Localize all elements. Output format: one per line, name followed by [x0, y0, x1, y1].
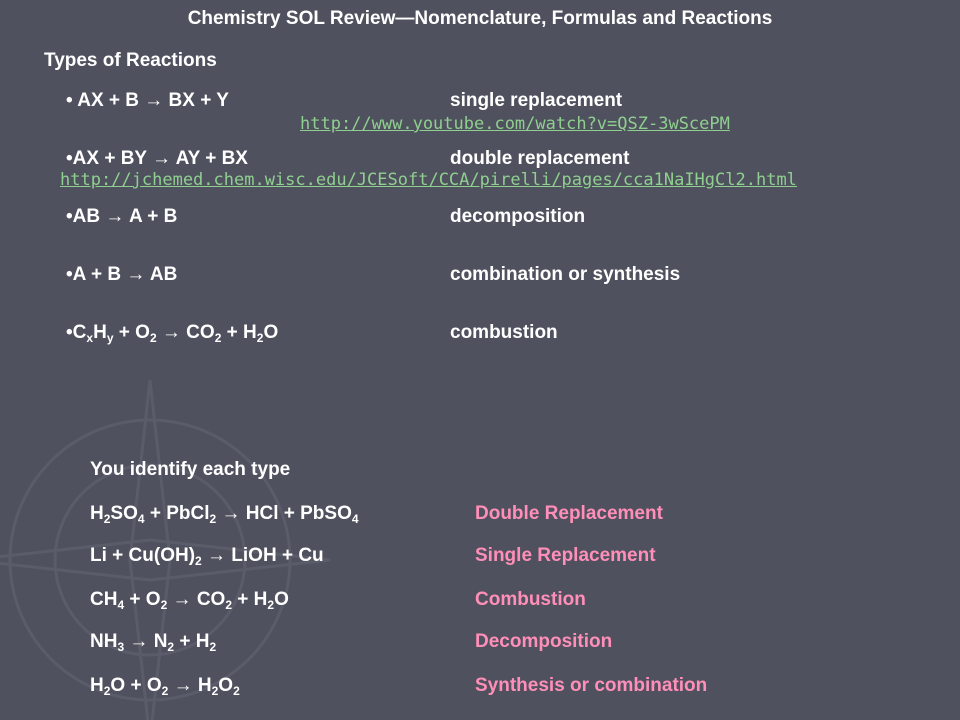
practice-equation-5: $H_2O + O_2 \to H_2O_2$ [90, 675, 240, 698]
practice-equation-2: $Li + Cu(OH)_2$ → LiOH + Cu [90, 545, 324, 568]
reaction-equation-decomposition: •AB → A + B [66, 206, 178, 227]
practice-answer-3: Combustion [475, 589, 586, 610]
practice-answer-2: Single Replacement [475, 545, 656, 566]
reaction-equation-synthesis: •A + B → AB [66, 264, 178, 285]
practice-answer-5: Synthesis or combination [475, 675, 708, 696]
practice-heading: You identify each type [90, 459, 291, 480]
bullet: • [66, 206, 73, 227]
bullet: • [66, 264, 73, 285]
slide-title: Chemistry SOL Review—Nomenclature, Formulas and Reactions [187, 8, 773, 29]
reaction-equation-double: •AX + BY → AY + BX [66, 148, 248, 169]
section-heading: Types of Reactions [44, 50, 217, 71]
bullet: • [66, 322, 73, 343]
reaction-type-double: double replacement [450, 148, 630, 169]
practice-equation-3: $CH_4 + O_2 \to CO_2 + H_2O$ [90, 589, 289, 612]
jchemed-link[interactable]: http://jchemed.chem.wisc.edu/JCESoft/CCA/pirelli/pages/cca1NaIHgCl2.html [60, 170, 797, 190]
reaction-type-single: single replacement [450, 90, 623, 111]
practice-answer-4: Decomposition [475, 631, 613, 652]
practice-equation-4: $NH_3 \to N_2 + H_2$ [90, 631, 217, 654]
reaction-type-synthesis: combination or synthesis [450, 264, 681, 285]
bullet: • [66, 148, 73, 169]
reaction-equation-combustion: $•C_xH_y + O_2 \to CO_2 + H_2O$ [66, 322, 279, 345]
reaction-equation-single: • AX + B → BX + Y [66, 90, 229, 111]
reaction-type-decomposition: decomposition [450, 206, 586, 227]
youtube-link[interactable]: http://www.youtube.com/watch?v=QSZ-3wScePM [300, 114, 730, 134]
practice-answer-1: Double Replacement [475, 503, 663, 524]
bullet: • [66, 90, 73, 111]
reaction-type-combustion: combustion [450, 322, 558, 343]
practice-equation-1: $H_2SO_4$ + PbCl$_2$ → HCl + PbSO$_4$ [90, 503, 359, 526]
